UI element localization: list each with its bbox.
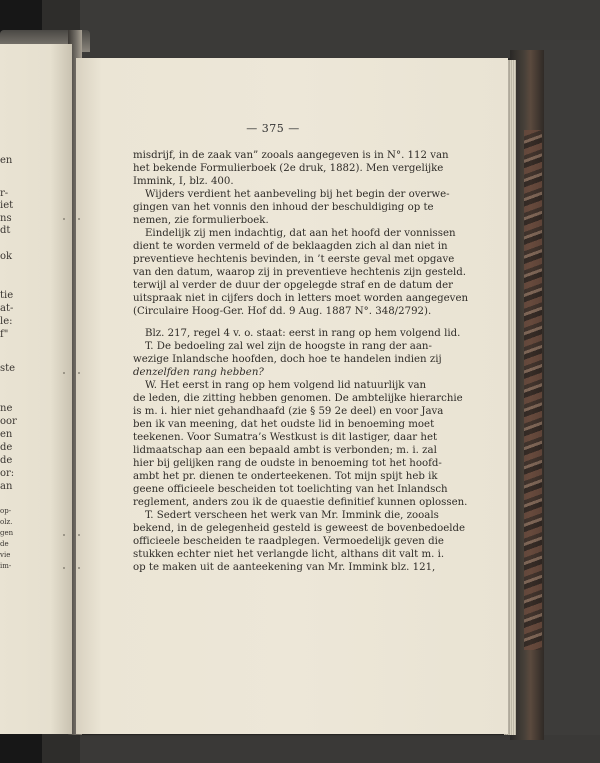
text-line: Wijders verdient het aanbeveling bij het begin der overwe- [145,189,450,200]
left-page-fragment: de [0,442,13,453]
text-line: geene officieele bescheiden tot toelichting van het Inlandsch [133,484,448,495]
left-page-fragment: ns [0,213,12,224]
text-line: T. Sedert verscheen het werk van Mr. Immink die, zooals [145,510,439,521]
text-line: teekenen. Voor Sumatra’s Westkust is dit lastiger, daar het [133,432,438,443]
text-line: W. Het eerst in rang op hem volgend lid natuurlijk van [145,380,427,391]
left-page-fragment: at- [0,303,14,314]
text-line: (Circulaire Hoog-Ger. Hof dd. 9 Aug. 1887 N°. 348/2792). [133,306,432,317]
left-page-fragment: oor [0,416,17,427]
text-line: officieele bescheiden te raadplegen. Vermoedelijk geven die [133,536,444,547]
text-line: preventieve hechtenis bevinden, in ’t eerste geval met opgave [133,254,455,265]
text-line: reglement, anders zou ik de quaestie definitief kunnen oplossen. [133,497,468,508]
left-page-fragment: en [0,429,13,440]
text-line: Eindelijk zij men indachtig, dat aan het hoofd der vonnissen [145,228,456,239]
text-line: op te maken uit de aanteekening van Mr. Immink blz. 121, [133,562,436,573]
text-line: hier bij gelijken rang de oudste in benoeming tot het hoofd- [133,458,442,469]
left-page-fragment: vie [0,551,11,559]
text-line: het bekende Formulierboek (2e druk, 1882). Men vergelijke [133,163,444,174]
text-line: ben ik van meening, dat het oudste lid in benoeming moet [133,419,435,430]
text-line: denzelfden rang hebben? [133,367,264,378]
left-page-fragment: en [0,155,13,166]
left-page-fragment: ok [0,251,13,262]
left-page-fragment: or: [0,468,15,479]
left-page-fragment: r- [0,188,9,199]
left-page-fragment: an [0,481,13,492]
left-page-fragment: de [0,455,13,466]
left-page-fragment: ste [0,363,16,374]
text-line: wezige Inlandsche hoofden, doch hoe te handelen indien zij [133,354,442,365]
left-page-fragment: dt [0,225,11,236]
text-line: nemen, zie formulierboek. [133,215,269,226]
left-page-fragment: im- [0,562,12,570]
text-line: de leden, die zitting hebben genomen. De ambtelijke hierarchie [133,393,463,404]
text-line: dient te worden vermeld of de beklaagden zich al dan niet in [133,241,448,252]
text-line: Immink, I, blz. 400. [133,176,234,187]
left-page-fragment: op- [0,507,12,515]
text-line: is m. i. hier niet gehandhaafd (zie § 59 2e deel) en voor Java [133,406,444,417]
left-page-fragment: olz. [0,518,13,526]
text-line: uitspraak niet in cijfers doch in letters moet worden aangegeven [133,293,469,304]
marbled-edge [524,130,542,650]
text-line: T. De bedoeling zal wel zijn de hoogste in rang der aan- [145,341,432,352]
text-line: bekend, in de gelegenheid gesteld is geweest de bovenbedoelde [133,523,466,534]
left-page-fragment: de [0,540,9,548]
text-line: terwijl al verder de duur der opgelegde straf en de datum der [133,280,453,291]
left-page-fragment: tie [0,290,14,301]
text-line: ambt het pr. dienen te onderteekenen. Tot mijn spijt heb ik [133,471,438,482]
background-right [540,40,600,763]
text-line: stukken echter niet het verlangde licht, althans dit valt m. i. [133,549,445,560]
page-number: — 375 — [246,122,300,135]
text-line: Blz. 217, regel 4 v. o. staat: eerst in rang op hem volgend lid. [145,328,461,339]
left-page-fragment: gen [0,529,14,537]
text-line: van den datum, waarop zij in preventieve hechtenis zijn gesteld. [133,267,467,278]
left-page-fragment: le: [0,316,13,327]
text-line: gingen van het vonnis den inhoud der beschuldiging op te [133,202,434,213]
left-page [0,44,72,734]
left-page-fragment: f" [0,329,9,340]
text-line: misdrijf, in de zaak van” zooals aangegeven is in N°. 112 van [133,150,449,161]
text-line: lidmaatschap aan een bepaald ambt is verbonden; m. i. zal [133,445,437,456]
left-page-fragment: ne [0,403,13,414]
left-page-fragment: iet [0,200,14,211]
